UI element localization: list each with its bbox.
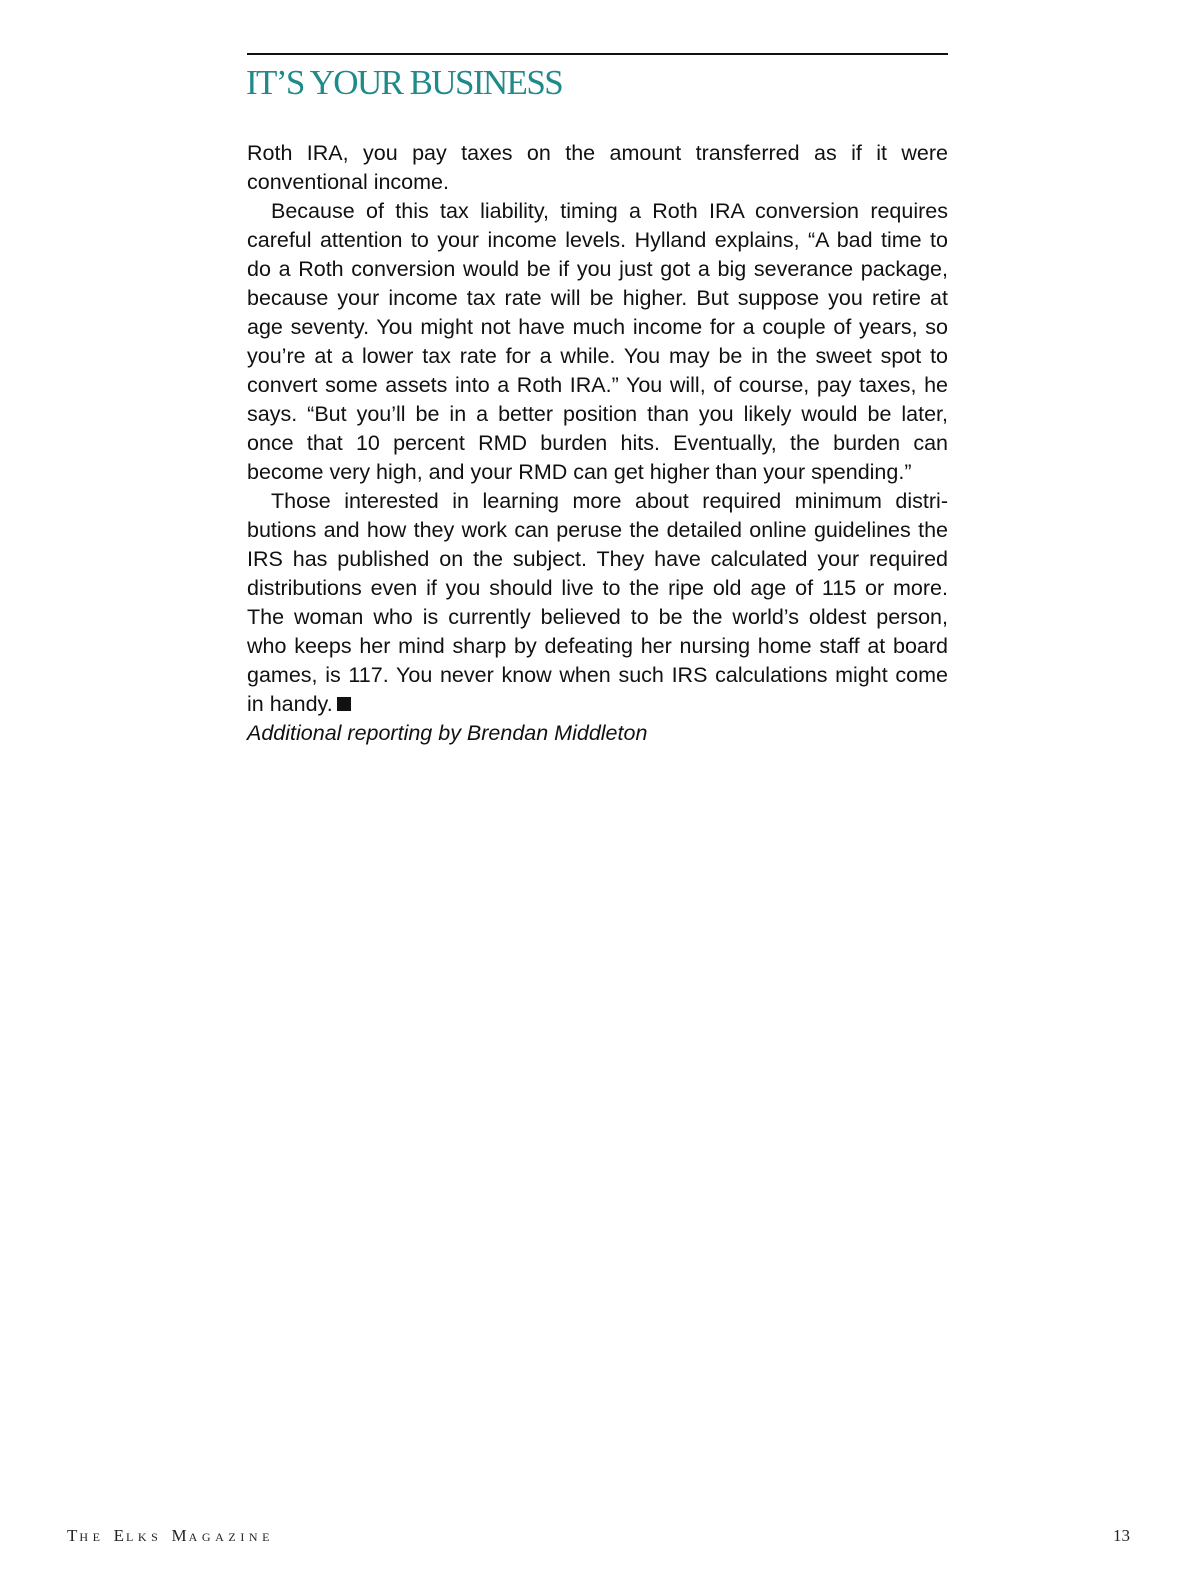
footer-magazine-name <box>67 1526 274 1547</box>
footer-word-rest: HE <box>79 1530 105 1544</box>
article-paragraph <box>247 487 948 719</box>
footer-word-initial: E <box>113 1526 126 1545</box>
article-paragraph: Roth IRA, you pay taxes on the amount transferred as if it were conventional income. <box>247 141 948 194</box>
end-of-article-mark <box>337 697 351 711</box>
article-body <box>247 139 948 748</box>
section-divider-rule <box>247 53 948 55</box>
footer-word-initial: M <box>171 1526 189 1545</box>
article-paragraph-text: Those interested in learning more about required minimum distributions and how they work can peruse the detailed online guidelines the IRS has published on the subject. They have calculated your required distributions even if you should live to the ripe old age of 115 or more. The woman who is currently believed to be the world’s oldest person, who keeps her mind sharp by defeating her nursing home staff at board games, is 117. You never know when such IRS calculations might come in handy. <box>247 489 948 716</box>
footer-word-rest: AGAZINE <box>188 1530 275 1544</box>
article-paragraph: Because of this tax liability, timing a Roth IRA conversion requires careful attention to your income levels. Hylland explains, “A bad time to do a Roth conversion would be if you just got a big severance package, because your income tax rate will be higher. But suppose you retire at age seventy. You might not have much income for a couple of years, so you’re at a lower tax rate for a while. You may be in the sweet spot to convert some assets into a Roth IRA.” You will, of course, pay taxes, he says. “But you’ll be in a better position than you likely would be later, once that 10 percent RMD burden hits. Eventually, the burden can become very high, and your RMD can get higher than your spending.” <box>247 199 948 484</box>
section-heading: IT’S YOUR BUSINESS <box>246 63 563 102</box>
footer-word-rest: LKS <box>125 1530 163 1544</box>
footer-page-number: 13 <box>1113 1526 1130 1545</box>
reporting-credit: Additional reporting by Brendan Middleton <box>247 721 648 745</box>
footer-word-initial: T <box>67 1526 80 1545</box>
